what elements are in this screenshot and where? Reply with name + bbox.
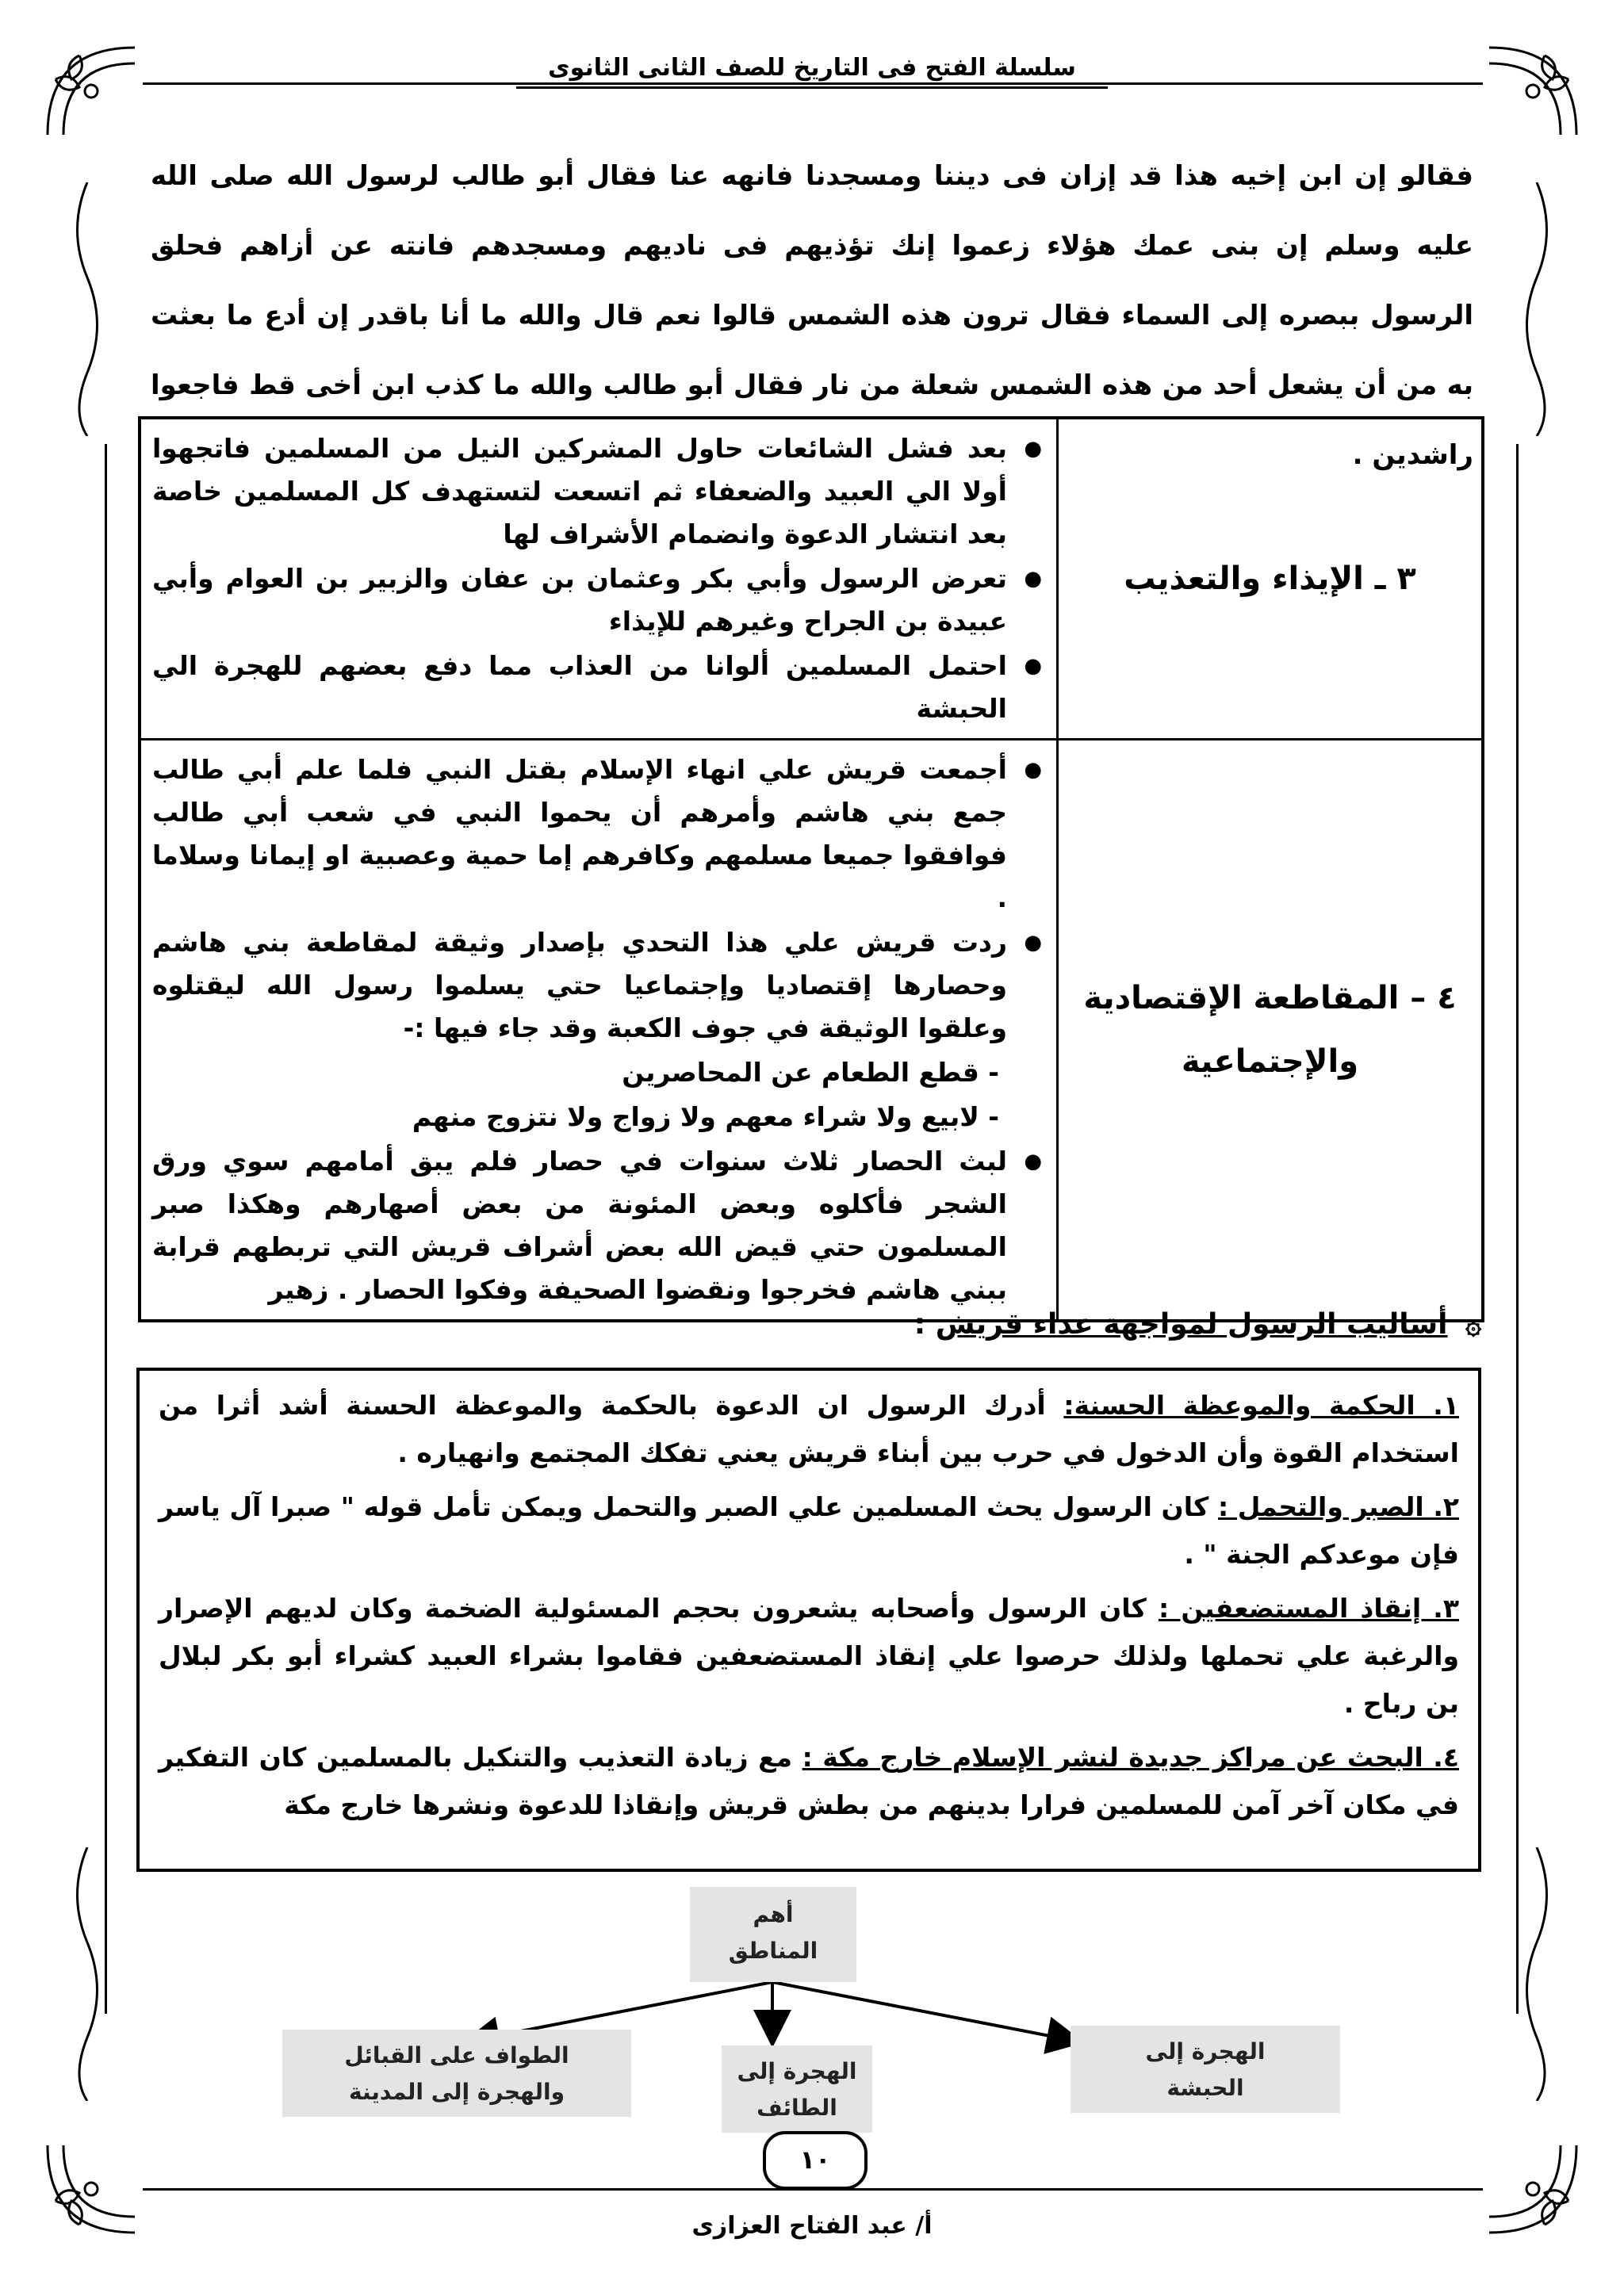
diagram-root-box: [690, 1887, 856, 1982]
section-title-suffix: :: [914, 1308, 926, 1341]
diagram-box-habasha: [1071, 2026, 1340, 2113]
method-text: مع زيادة التعذيب والتنكيل بالمسلمين كان التفكير في مكان آخر آمن للمسلمين فرارا بدينهم من بطش قريش وإنقاذا للدعوة ونشرها خارج مكة: [159, 1742, 1459, 1820]
series-title: سلسلة الفتح فى التاريخ للصف الثانى الثانوى: [516, 54, 1108, 89]
topic-title: والإجتماعية: [1181, 1043, 1359, 1080]
diagram-box-line: الهجرة إلى: [1145, 2038, 1266, 2064]
list-item: - قطع الطعام عن المحاصرين: [622, 1057, 999, 1088]
diagram-box-line: الهجرة إلى: [737, 2058, 857, 2084]
method-label: ١. الحكمة والموعظة الحسنة:: [1063, 1390, 1459, 1421]
list-item: ● احتمل المسلمين ألوانا من العذاب مما دفع بعضهم للهجرة الي الحبشة: [152, 645, 1007, 730]
list-item: ● لبث الحصار ثلاث سنوات في حصار فلم يبق أمامهم سوي ورق الشجر فأكلوه وبعض المئونة من بعض أصهارهم وهكذا صبر المسلمون حتي قيض الله بعض أشراف قريش التي تربطهم قرابة ببني هاشم فخرجوا ونقضوا الصحيفة وفكوا الحصار . زهير: [152, 1140, 1007, 1311]
list-item: ● بعد فشل الشائعات حاول المشركين النيل من المسلمين فاتجهوا أولا الي العبيد والضعفاء ثم اتسعت لتستهدف كل المسلمين خاصة بعد انتشار الدعوة وانضمام الأشراف لها: [152, 427, 1007, 556]
diagram-box-line: الطائف: [756, 2095, 837, 2121]
diagram-root-line: أهم: [753, 1901, 794, 1927]
method-text: أدرك الرسول ان الدعوة بالحكمة والموعظة الحسنة أشد أثرا من استخدام القوة وأن الدخول في حرب بين أبناء قريش يعني تفكك المجتمع وانهياره .: [159, 1390, 1459, 1468]
page-number: ١٠: [763, 2131, 868, 2190]
diagram-box-line: الحبشة: [1166, 2075, 1244, 2101]
list-item: ● أجمعت قريش علي انهاء الإسلام بقتل النبي فلما علم أبي طالب جمع بني هاشم وأمرهم أن يحموا النبي في شعب أبي طالب فوافقوا جميعا مسلمهم وكافرهم إما حمية وعصبية او إيمانا وسلاما .: [152, 748, 1007, 920]
list-item: ● ردت قريش علي هذا التحدي بإصدار وثيقة لمقاطعة بني هاشم وحصارها إقتصاديا وإجتماعيا حتي يسلموا رسول الله ليقتلوه وعلقوا الوثيقة في جوف الكعبة وقد جاء فيها :-: [152, 921, 1007, 1050]
method-label: ٢. الصبر والتحمل :: [1217, 1491, 1460, 1522]
method-text: كان الرسول وأصحابه يشعرون بحجم المسئولية الضخمة وكان لديهم الإصرار والرغبة علي تحملها ولذلك حرصوا علي إنقاذ المستضعفين فقاموا بشراء العبيد كشراء أبو بكر لبلال بن رباح .: [159, 1593, 1459, 1719]
topic-title: ٤ – المقاطعة الإقتصادية: [1083, 980, 1457, 1016]
intro-paragraph: فقالو إن ابن إخيه هذا قد إزان فى ديننا ومسجدنا فانهه عنا فقال أبو طالب لرسول الله صلى الله عليه وسلم إن بنى عمك هؤلاء زعموا إنك تؤذيهم فى ناديهم ومسجدهم فانته عن أزاهم فحلق الرسول ببصره إلى السماء فقال ترون هذه الشمس قالوا نعم قال والله ما أنا باقدر إن أدع ما بعثت به من أن يشعل أحد من هذه الشمس شعلة من نار فقال أبو طالب والله ما كذب ابن أخى قط فاجعوا راشدين .: [151, 160, 1473, 471]
list-item: ● تعرض الرسول وأبي بكر وعثمان بن عفان والزبير بن العوام وأبي عبيدة بن الجراح وغيرهم للإيذاء: [152, 557, 1007, 643]
diagram-box-tawaf: [282, 2030, 631, 2117]
diagram-box-line: الطواف على القبائل: [344, 2042, 569, 2068]
list-item: - لابيع ولا شراء معهم ولا زواج ولا نتزوج منهم: [412, 1101, 999, 1132]
topic-title: ٣ ـ الإيذاء والتعذيب: [1124, 561, 1416, 597]
method-label: ٣. إنقاذ المستضعفين :: [1158, 1593, 1459, 1624]
section-title: أساليب الرسول لمواجهة عداء قريش: [935, 1308, 1448, 1341]
author-name: أ/ عبد الفتاح العزازى: [691, 2212, 933, 2240]
method-label: ٤. البحث عن مراكز جديدة لنشر الإسلام خارج مكة :: [802, 1742, 1459, 1773]
diagram-root-line: المناطق: [728, 1938, 818, 1964]
flower-ornament-icon: ۞: [1465, 1309, 1481, 1341]
method-text: كان الرسول يحث المسلمين علي الصبر والتحمل ويمكن تأمل قوله " صبرا آل ياسر فإن موعدكم الجنة " .: [159, 1491, 1459, 1570]
diagram-box-line: والهجرة إلى المدينة: [348, 2079, 565, 2105]
diagram-box-taif: [722, 2045, 872, 2133]
